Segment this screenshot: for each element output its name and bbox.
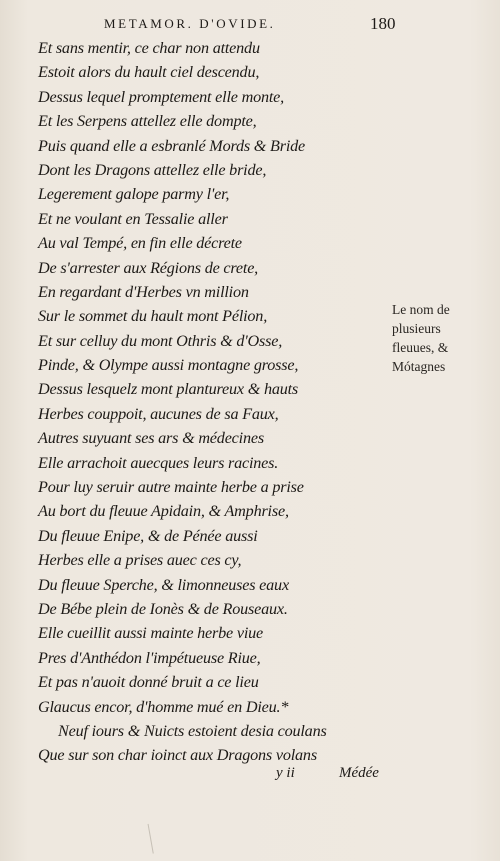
verse-line: Au val Tempé, en fin elle décrete xyxy=(38,234,242,253)
margin-note xyxy=(392,300,490,376)
verse-line: Glaucus encor, d'homme mué en Dieu.* xyxy=(38,697,289,716)
verse-line: Puis quand elle a esbranlé Mords & Bride xyxy=(38,136,306,155)
catchword: Médée xyxy=(339,765,379,781)
verse-line: Et pas n'auoit donné bruit a ce lieu xyxy=(38,673,259,692)
verse-line: Du fleuue Enipe, & de Pénée aussi xyxy=(38,526,258,545)
verse-line: De s'arrester aux Régions de crete, xyxy=(38,258,259,277)
verse-line: Du fleuue Sperche, & limonneuses eaux xyxy=(38,575,289,594)
margin-note-line: plusieurs xyxy=(392,321,441,336)
margin-note-line: Le nom de xyxy=(392,302,450,317)
verse-line: Et sans mentir, ce char non attendu xyxy=(38,39,260,57)
page-header xyxy=(104,16,404,38)
running-title: METAMOR. D'OVIDE. xyxy=(104,16,276,31)
verse-line: Et ne voulant en Tessalie aller xyxy=(38,209,228,228)
verse-line: Pinde, & Olympe aussi montagne grosse, xyxy=(38,356,299,375)
verse-line: Herbes couppoit, aucunes de sa Faux, xyxy=(38,404,279,423)
verse-line: Herbes elle a prises auec ces cy, xyxy=(38,551,242,570)
verse-line: Pour luy seruir autre mainte herbe a prise xyxy=(38,478,304,497)
verse-line: Dont les Dragons attellez elle bride, xyxy=(38,160,267,179)
verse-line: Sur le sommet du hault mont Pélion, xyxy=(38,307,268,326)
verse-line: En regardant d'Herbes vn million xyxy=(38,282,249,301)
verse-line: Au bort du fleuue Apidain, & Amphrise, xyxy=(38,502,289,521)
verse-list xyxy=(38,36,378,768)
paper-mark xyxy=(148,820,174,853)
page-footer xyxy=(276,765,476,789)
verse-line: Autres suyuant ses ars & médecines xyxy=(38,429,264,448)
verse-line: Dessus lesquelz mont plantureux & hauts xyxy=(38,380,299,399)
verse-line: Et sur celluy du mont Othris & d'Osse, xyxy=(38,331,283,350)
verse-line: Elle cueillit aussi mainte herbe viue xyxy=(38,624,264,643)
verse-line: Neuf iours & Nuicts estoient desia coulans xyxy=(58,721,327,740)
margin-note-line: Mótagnes xyxy=(392,359,446,374)
verse-line: De Bébe plein de Ionès & de Rouseaux. xyxy=(38,599,288,618)
signature-mark: y ii xyxy=(276,765,295,781)
verse-line: Legerement galope parmy l'er, xyxy=(38,185,230,204)
margin-note-line: fleuues, & xyxy=(392,340,449,355)
verse-line: Dessus lequel promptement elle monte, xyxy=(38,87,284,106)
page-number: 180 xyxy=(370,14,396,33)
verse-line: Pres d'Anthédon l'impétueuse Riue, xyxy=(38,648,261,667)
verse-line: Et les Serpens attellez elle dompte, xyxy=(38,112,257,131)
verse-line: Que sur son char ioinct aux Dragons volans xyxy=(38,746,317,765)
verse-line: Estoit alors du hault ciel descendu, xyxy=(38,63,260,82)
verse-line: Elle arrachoit auecques leurs racines. xyxy=(38,453,279,472)
